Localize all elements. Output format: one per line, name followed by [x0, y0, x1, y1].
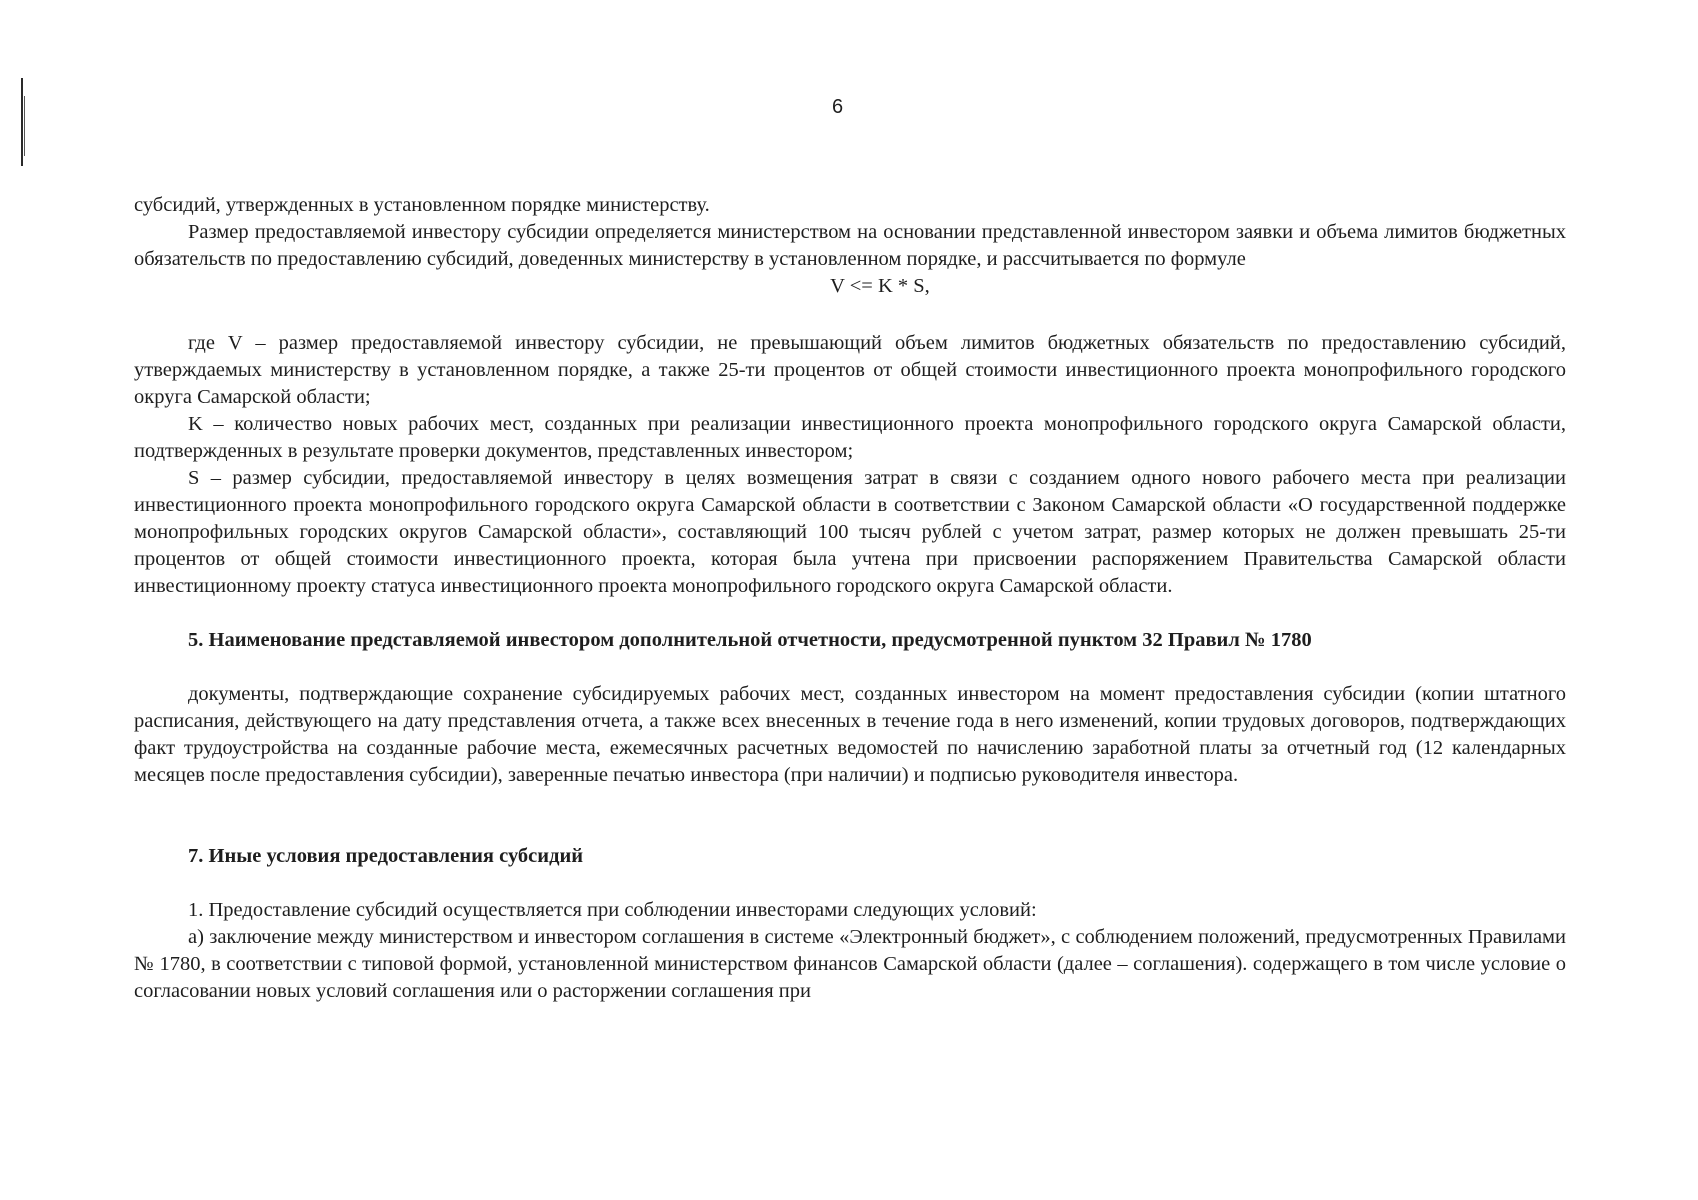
- section-heading-7: 7. Иные условия предоставления субсидий: [188, 845, 584, 867]
- page-number: 6: [832, 96, 844, 118]
- paragraph-definition-v: где V – размер предоставляемой инвестору субсидии, не превышающий объем лимитов бюджетных обязательств по предоставлению субсидий, утверждаемых министерству в установленном порядке, а также 25-ти процентов от общей стоимости инвестиционного проекта монопрофильного городского округа Самарской области;: [134, 332, 1566, 408]
- section-heading-5: 5. Наименование представляемой инвестором дополнительной отчетности, предусмотренной пунктом 32 Правил № 1780: [188, 629, 1312, 651]
- paragraph-reporting-documents: документы, подтверждающие сохранение субсидируемых рабочих мест, созданных инвестором на момент предоставления субсидии (копии штатного расписания, действующего на дату представления отчета, а также всех внесенных в течение года в него изменений, копии трудовых договоров, подтверждающих факт трудоустройства на созданные рабочие места, ежемесячных расчетных ведомостей по начислению заработной платы за отчетный год (12 календарных месяцев после предоставления субсидии), заверенные печатью инвестора (при наличии) и подписью руководителя инвестора.: [134, 683, 1566, 786]
- document-body: [134, 192, 1566, 1005]
- paragraph-subsidy-size: Размер предоставляемой инвестору субсидии определяется министерством на основании представленной инвестором заявки и объема лимитов бюджетных обязательств по предоставлению субсидий, доведенных министерству в установленном порядке, и рассчитывается по формуле: [134, 221, 1566, 270]
- scan-artifact-line: [24, 96, 25, 156]
- paragraph-condition-a: а) заключение между министерством и инвестором соглашения в системе «Электронный бюджет», с соблюдением положений, предусмотренных Правилами № 1780, в соответствии с типовой формой, установленной министерством финансов Самарской области (далее – соглашения). содержащего в том числе условие о согласовании новых условий соглашения или о расторжении соглашения при: [134, 926, 1566, 1002]
- paragraph-definition-k: K – количество новых рабочих мест, созданных при реализации инвестиционного проекта монопрофильного городского округа Самарской области, подтвержденных в результате проверки документов, представленных инвестором;: [134, 413, 1566, 462]
- formula: V <= K * S,: [830, 275, 930, 297]
- paragraph-definition-s: S – размер субсидии, предоставляемой инвестору в целях возмещения затрат в связи с созданием одного нового рабочего места при реализации инвестиционного проекта монопрофильного городского округа Самарской области в соответствии с Законом Самарской области «О государственной поддержке монопрофильных городских округов Самарской области», составляющий 100 тысяч рублей с учетом затрат, размер которых не должен превышать 25-ти процентов от общей стоимости инвестиционного проекта, которая была учтена при присвоении распоряжением Правительства Самарской области инвестиционному проекту статуса инвестиционного проекта монопрофильного городского округа Самарской области.: [134, 467, 1566, 597]
- scan-artifact-bar: [21, 78, 23, 166]
- paragraph-continuation: субсидий, утвержденных в установленном порядке министерству.: [134, 194, 710, 216]
- paragraph-condition-intro: 1. Предоставление субсидий осуществляется при соблюдении инвесторами следующих условий:: [188, 899, 1037, 921]
- spacer: [134, 789, 1566, 816]
